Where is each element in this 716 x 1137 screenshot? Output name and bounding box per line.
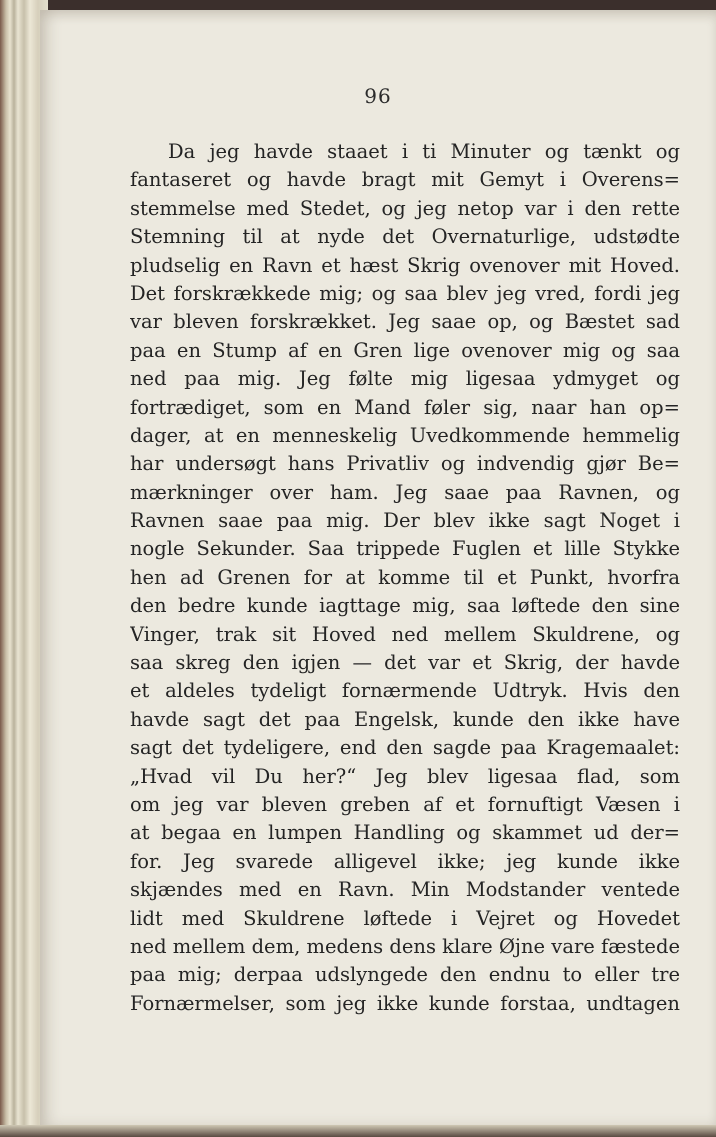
text-line: skjændes med en Ravn. Min Modstander ventede (130, 878, 680, 902)
text-line: Da jeg havde staaet i ti Minuter og tænkt og (168, 140, 680, 163)
text-line: paa en Stump af en Gren lige ovenover mig og saa (130, 338, 680, 362)
text-line: ned mellem dem, medens dens klare Øjne vare fæstede (130, 934, 680, 958)
text-line: sagt det tydeligere, end den sagde paa Kragemaalet: (130, 736, 680, 760)
text-line: for. Jeg svarede alligevel ikke; jeg kunde ikke (130, 849, 680, 873)
text-line: „Hvad vil Du her?“ Jeg blev ligesaa flad, som (130, 764, 680, 788)
text-line: ned paa mig. Jeg følte mig ligesaa ydmyget og (130, 367, 680, 391)
text-line: Ravnen saae paa mig. Der blev ikke sagt Noget i (130, 509, 680, 533)
text-line: Stemning til at nyde det Overnaturlige, udstødte (130, 225, 680, 249)
text-line: nogle Sekunder. Saa trippede Fuglen et lille Stykke (130, 537, 680, 561)
body-text (130, 138, 680, 1018)
text-line: hen ad Grenen for at komme til et Punkt, hvorfra (130, 565, 680, 589)
text-line: Det forskrækkede mig; og saa blev jeg vred, fordi jeg (130, 281, 680, 305)
text-line: mærkninger over ham. Jeg saae paa Ravnen, og (130, 480, 680, 504)
text-line: om jeg var bleven greben af et fornuftigt Væsen i (130, 792, 680, 816)
page-number: 96 (364, 84, 392, 108)
text-line: den bedre kunde iagttage mig, saa løftede den sine (130, 594, 680, 618)
text-line: har undersøgt hans Privatliv og indvendig gjør Be= (130, 452, 680, 476)
text-line: paa mig; derpaa udslyngede den endnu to eller tre (130, 963, 680, 987)
text-line: at begaa en lumpen Handling og skammet ud der= (130, 821, 680, 845)
book-page (40, 10, 716, 1127)
text-line: lidt med Skuldrene løftede i Vejret og Hovedet (130, 906, 680, 930)
text-line: var bleven forskrækket. Jeg saae op, og Bæstet sad (130, 310, 680, 334)
text-line: stemmelse med Stedet, og jeg netop var i den rette (130, 196, 680, 220)
text-line: havde sagt det paa Engelsk, kunde den ikke have (130, 707, 680, 731)
text-line: Vinger, trak sit Hoved ned mellem Skuldrene, og (130, 622, 680, 646)
text-line: fortrædiget, som en Mand føler sig, naar han op= (130, 395, 680, 419)
text-line: pludselig en Ravn et hæst Skrig ovenover mit Hoved. (130, 253, 680, 277)
text-line: fantaseret og havde bragt mit Gemyt i Overens= (130, 168, 680, 192)
text-line: et aldeles tydeligt fornærmende Udtryk. Hvis den (130, 679, 680, 703)
text-line: saa skreg den igjen — det var et Skrig, der havde (130, 651, 680, 675)
text-line: dager, at en menneskelig Uvedkommende hemmelig (130, 423, 680, 447)
text-line: Fornærmelser, som jeg ikke kunde forstaa, undtagen (130, 991, 680, 1015)
page-bottom-edge (0, 1125, 716, 1137)
